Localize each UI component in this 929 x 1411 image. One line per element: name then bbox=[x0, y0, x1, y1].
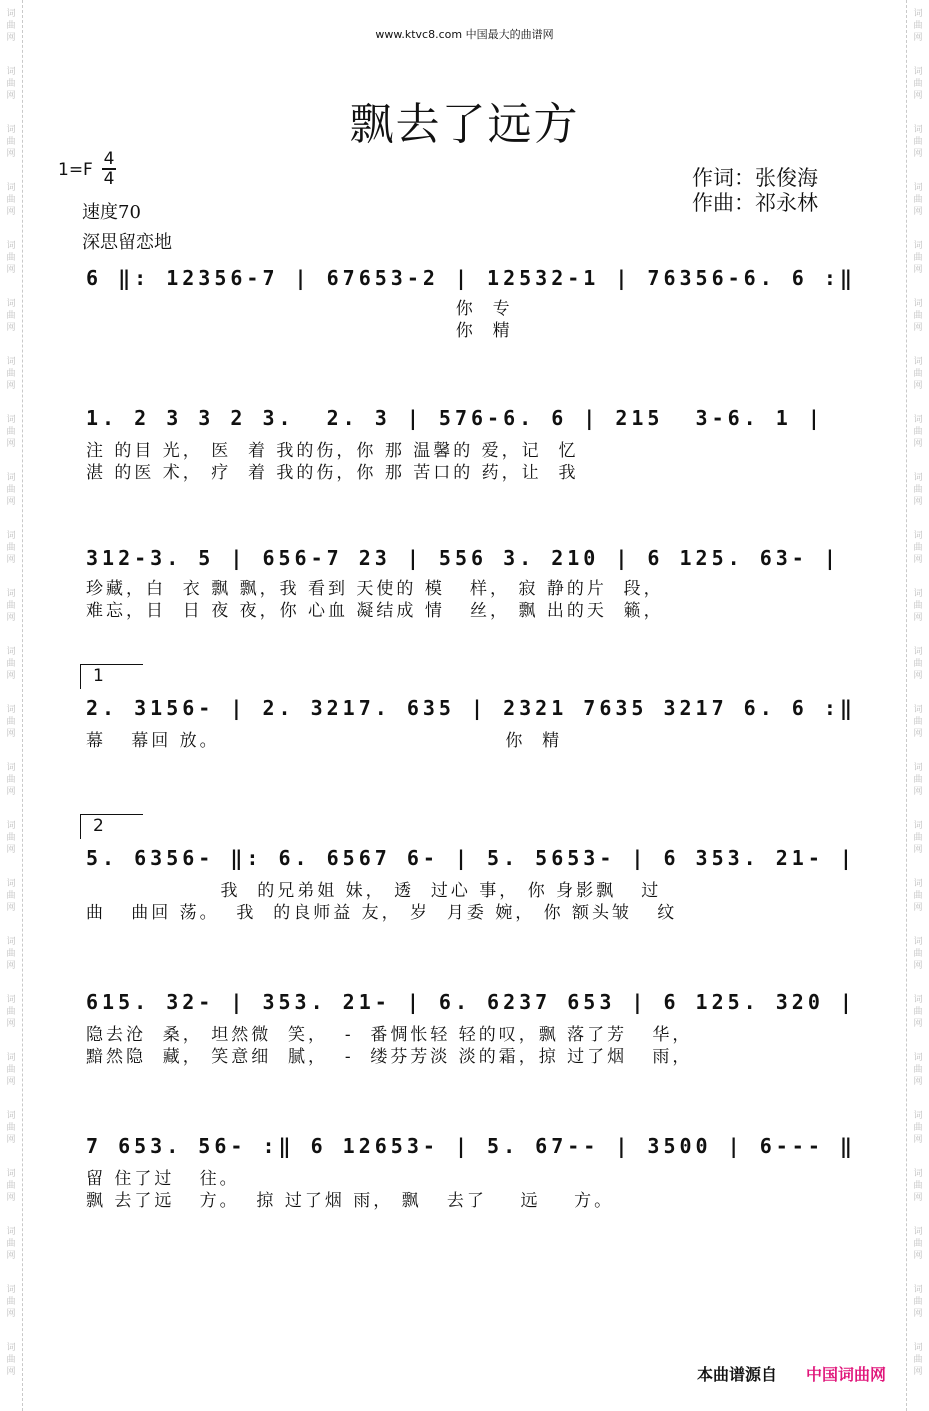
watermark-glyph: 词 bbox=[6, 589, 16, 599]
lyric-line-1: 珍藏，白 衣 飘 飘，我 看到 天使的 模 样， 寂 静的片 段， bbox=[86, 579, 664, 599]
watermark-glyph: 网 bbox=[6, 613, 16, 623]
ending-number: 1 bbox=[93, 666, 104, 686]
watermark-glyph: 网 bbox=[6, 381, 16, 391]
watermark-glyph: 词 bbox=[6, 473, 16, 483]
watermark-glyph: 网 bbox=[913, 555, 923, 565]
watermark-glyph: 网 bbox=[913, 381, 923, 391]
lyric-line-2: 曲 曲回 荡。 我 的良师益 友， 岁 月委 婉， 你 额头皱 纹 bbox=[86, 903, 678, 923]
watermark-glyph: 曲 bbox=[6, 253, 16, 263]
watermark-glyph: 词 bbox=[6, 705, 16, 715]
watermark-glyph: 网 bbox=[913, 207, 923, 217]
watermark-glyph: 网 bbox=[913, 1019, 923, 1029]
watermark-glyph: 曲 bbox=[6, 949, 16, 959]
watermark-glyph: 网 bbox=[913, 323, 923, 333]
watermark-glyph: 词 bbox=[6, 647, 16, 657]
watermark-glyph: 曲 bbox=[6, 717, 16, 727]
watermark-glyph: 网 bbox=[913, 1193, 923, 1203]
watermark-glyph: 词 bbox=[6, 1169, 16, 1179]
watermark-glyph: 网 bbox=[6, 1135, 16, 1145]
watermark-glyph: 网 bbox=[913, 91, 923, 101]
watermark-glyph: 词 bbox=[913, 357, 923, 367]
watermark-glyph: 曲 bbox=[913, 253, 923, 263]
watermark-glyph: 词 bbox=[6, 995, 16, 1005]
watermark-glyph: 词 bbox=[6, 183, 16, 193]
watermark-glyph: 词 bbox=[913, 299, 923, 309]
watermark-glyph: 词 bbox=[6, 415, 16, 425]
watermark-glyph: 曲 bbox=[6, 1239, 16, 1249]
watermark-glyph: 词 bbox=[913, 879, 923, 889]
watermark-glyph: 曲 bbox=[6, 659, 16, 669]
right-watermark-strip bbox=[906, 0, 929, 1411]
watermark-glyph: 网 bbox=[913, 149, 923, 159]
watermark-glyph: 曲 bbox=[6, 1297, 16, 1307]
watermark-glyph: 曲 bbox=[913, 833, 923, 843]
watermark-glyph: 曲 bbox=[913, 1181, 923, 1191]
watermark-glyph: 网 bbox=[913, 787, 923, 797]
watermark-glyph: 曲 bbox=[913, 311, 923, 321]
watermark-glyph: 网 bbox=[6, 961, 16, 971]
lyricist-credit: 作词：张俊海 bbox=[692, 166, 818, 190]
watermark-glyph: 词 bbox=[6, 299, 16, 309]
notation-text: 2. 3156- | 2. 3217. 635 | 2321 7635 3217 6. 6 :‖ bbox=[86, 696, 856, 720]
watermark-glyph: 网 bbox=[6, 1193, 16, 1203]
watermark-glyph: 网 bbox=[913, 1135, 923, 1145]
notation-text: 5. 6356- ‖: 6. 6567 6- | 5. 5653- | 6 353. 21- | bbox=[86, 846, 856, 870]
watermark-glyph: 曲 bbox=[913, 427, 923, 437]
footer-source-label: 本曲谱源自 bbox=[697, 1365, 778, 1384]
watermark-glyph: 曲 bbox=[913, 891, 923, 901]
notation-line bbox=[80, 842, 870, 876]
watermark-glyph: 曲 bbox=[6, 1123, 16, 1133]
watermark-glyph: 网 bbox=[6, 1367, 16, 1377]
watermark-glyph: 曲 bbox=[913, 1065, 923, 1075]
notation-text: 312-3. 5 | 656-7 23 | 556 3. 210 | 6 125. 63- | bbox=[86, 546, 840, 570]
watermark-glyph: 网 bbox=[913, 729, 923, 739]
watermark-glyph: 曲 bbox=[913, 1007, 923, 1017]
watermark-glyph: 网 bbox=[913, 961, 923, 971]
lyric-line-2: 难忘，日 日 夜 夜，你 心血 凝结成 情 丝， 飘 出的天 籁， bbox=[86, 601, 664, 621]
second-ending-bracket bbox=[80, 814, 143, 839]
watermark-glyph: 词 bbox=[913, 125, 923, 135]
watermark-glyph: 曲 bbox=[6, 79, 16, 89]
notation-line bbox=[80, 1130, 870, 1164]
watermark-glyph: 词 bbox=[6, 9, 16, 19]
watermark-glyph: 网 bbox=[913, 671, 923, 681]
watermark-glyph: 词 bbox=[6, 1343, 16, 1353]
watermark-glyph: 词 bbox=[6, 1227, 16, 1237]
watermark-glyph: 词 bbox=[913, 241, 923, 251]
watermark-glyph: 曲 bbox=[913, 1123, 923, 1133]
watermark-glyph: 词 bbox=[913, 531, 923, 541]
lyric-line-2: 飘 去了远 方。 掠 过了烟 雨， 飘 去了 远 方。 bbox=[86, 1191, 615, 1211]
time-denominator: 4 bbox=[103, 169, 115, 189]
notation-text: 6 ‖: 12356-7 | 67653-2 | 12532-1 | 76356-6. 6 :‖ bbox=[86, 266, 856, 290]
watermark-glyph: 词 bbox=[913, 1053, 923, 1063]
watermark-glyph: 曲 bbox=[913, 601, 923, 611]
watermark-glyph: 词 bbox=[913, 1111, 923, 1121]
time-numerator: 4 bbox=[103, 149, 115, 169]
watermark-glyph: 网 bbox=[6, 1077, 16, 1087]
watermark-glyph: 网 bbox=[6, 1309, 16, 1319]
watermark-glyph: 网 bbox=[913, 903, 923, 913]
watermark-glyph: 曲 bbox=[913, 1297, 923, 1307]
left-watermark-strip bbox=[0, 0, 23, 1411]
watermark-glyph: 曲 bbox=[913, 137, 923, 147]
watermark-glyph: 词 bbox=[913, 1343, 923, 1353]
time-signature bbox=[102, 150, 116, 188]
watermark-glyph: 曲 bbox=[913, 717, 923, 727]
watermark-glyph: 网 bbox=[913, 1077, 923, 1087]
first-ending-bracket bbox=[80, 664, 143, 689]
watermark-glyph: 词 bbox=[6, 67, 16, 77]
watermark-glyph: 曲 bbox=[6, 427, 16, 437]
watermark-glyph: 网 bbox=[6, 729, 16, 739]
watermark-glyph: 词 bbox=[6, 531, 16, 541]
song-title: 飘去了远方 bbox=[349, 99, 580, 150]
watermark-glyph: 网 bbox=[6, 1019, 16, 1029]
watermark-glyph: 曲 bbox=[913, 21, 923, 31]
watermark-glyph: 曲 bbox=[6, 1355, 16, 1365]
watermark-glyph: 网 bbox=[913, 1309, 923, 1319]
watermark-glyph: 词 bbox=[6, 937, 16, 947]
notation-line bbox=[80, 986, 870, 1020]
notation-line bbox=[80, 542, 870, 576]
watermark-glyph: 曲 bbox=[6, 1065, 16, 1075]
watermark-glyph: 词 bbox=[913, 763, 923, 773]
watermark-glyph: 网 bbox=[6, 439, 16, 449]
notation-text: 7 653. 56- :‖ 6 12653- | 5. 67-- | 3500 | 6--- ‖ bbox=[86, 1134, 856, 1158]
watermark-glyph: 词 bbox=[913, 821, 923, 831]
watermark-glyph: 词 bbox=[913, 937, 923, 947]
watermark-glyph: 词 bbox=[6, 1111, 16, 1121]
watermark-glyph: 词 bbox=[913, 1227, 923, 1237]
watermark-glyph: 网 bbox=[913, 1251, 923, 1261]
watermark-glyph: 网 bbox=[6, 555, 16, 565]
watermark-glyph: 曲 bbox=[6, 543, 16, 553]
composer-credit: 作曲：祁永林 bbox=[692, 191, 818, 215]
watermark-glyph: 网 bbox=[6, 845, 16, 855]
watermark-glyph: 词 bbox=[913, 415, 923, 425]
key-label: 1=F bbox=[58, 160, 93, 180]
watermark-glyph: 网 bbox=[6, 903, 16, 913]
watermark-glyph: 曲 bbox=[913, 543, 923, 553]
watermark-glyph: 网 bbox=[913, 265, 923, 275]
lyric-line-1: 留 住了过 往。 bbox=[86, 1169, 240, 1189]
lyric-line-1: 隐去沧 桑， 坦然微 笑， - 番惆怅轻 轻的叹，飘 落了芳 华， bbox=[86, 1025, 693, 1045]
watermark-glyph: 曲 bbox=[6, 369, 16, 379]
watermark-glyph: 曲 bbox=[6, 1181, 16, 1191]
notation-line bbox=[80, 692, 870, 726]
watermark-glyph: 曲 bbox=[6, 195, 16, 205]
watermark-glyph: 网 bbox=[6, 1251, 16, 1261]
watermark-glyph: 词 bbox=[6, 1053, 16, 1063]
watermark-glyph: 词 bbox=[913, 67, 923, 77]
watermark-glyph: 曲 bbox=[913, 949, 923, 959]
watermark-glyph: 曲 bbox=[913, 369, 923, 379]
watermark-glyph: 词 bbox=[6, 125, 16, 135]
watermark-glyph: 词 bbox=[6, 763, 16, 773]
watermark-glyph: 网 bbox=[6, 323, 16, 333]
watermark-glyph: 曲 bbox=[913, 79, 923, 89]
watermark-glyph: 网 bbox=[6, 91, 16, 101]
watermark-glyph: 曲 bbox=[6, 833, 16, 843]
lyric-line-1: 注 的目 光， 医 着 我的伤，你 那 温馨的 爱，记 忆 bbox=[86, 441, 579, 461]
notation-text: 615. 32- | 353. 21- | 6. 6237 653 | 6 125. 320 | bbox=[86, 990, 856, 1014]
watermark-glyph: 词 bbox=[913, 705, 923, 715]
ending-number: 2 bbox=[93, 816, 104, 836]
watermark-glyph: 网 bbox=[6, 149, 16, 159]
footer-brand-link[interactable]: 中国词曲网 bbox=[806, 1365, 887, 1384]
watermark-glyph: 网 bbox=[913, 33, 923, 43]
watermark-glyph: 网 bbox=[6, 497, 16, 507]
lyric-line-2: 黯然隐 藏， 笑意细 腻， - 缕芬芳淡 淡的霜，掠 过了烟 雨， bbox=[86, 1047, 693, 1067]
watermark-glyph: 曲 bbox=[6, 137, 16, 147]
lyric-line-1: 我 的兄弟姐 妹， 透 过心 事， 你 身影飘 过 bbox=[86, 881, 662, 901]
watermark-glyph: 词 bbox=[913, 647, 923, 657]
watermark-glyph: 词 bbox=[6, 357, 16, 367]
watermark-glyph: 曲 bbox=[913, 485, 923, 495]
watermark-glyph: 词 bbox=[913, 473, 923, 483]
watermark-glyph: 词 bbox=[6, 1285, 16, 1295]
watermark-glyph: 词 bbox=[913, 1285, 923, 1295]
watermark-glyph: 曲 bbox=[6, 485, 16, 495]
expression-marking: 深思留恋地 bbox=[82, 232, 172, 253]
watermark-glyph: 曲 bbox=[6, 21, 16, 31]
watermark-glyph: 曲 bbox=[913, 1355, 923, 1365]
tempo-marking: 速度70 bbox=[82, 202, 141, 223]
watermark-glyph: 曲 bbox=[6, 891, 16, 901]
lyric-line-1: 幕 幕回 放。 你 精 bbox=[86, 731, 563, 751]
watermark-glyph: 词 bbox=[6, 821, 16, 831]
watermark-glyph: 曲 bbox=[913, 195, 923, 205]
watermark-glyph: 词 bbox=[913, 183, 923, 193]
lyric-line-1: 你 专 bbox=[86, 299, 513, 319]
watermark-glyph: 词 bbox=[6, 879, 16, 889]
notation-line bbox=[80, 402, 870, 436]
watermark-glyph: 曲 bbox=[913, 1239, 923, 1249]
watermark-glyph: 词 bbox=[913, 1169, 923, 1179]
watermark-glyph: 词 bbox=[913, 9, 923, 19]
header-url: www.ktvc8.com 中国最大的曲谱网 bbox=[375, 28, 554, 41]
watermark-glyph: 曲 bbox=[6, 311, 16, 321]
watermark-glyph: 网 bbox=[6, 207, 16, 217]
watermark-glyph: 曲 bbox=[6, 775, 16, 785]
watermark-glyph: 网 bbox=[6, 33, 16, 43]
notation-text: 1. 2 3 3 2 3. 2. 3 | 576-6. 6 | 215 3-6. 1 | bbox=[86, 406, 824, 430]
watermark-glyph: 曲 bbox=[6, 601, 16, 611]
lyric-line-2: 你 精 bbox=[86, 321, 513, 341]
watermark-glyph: 网 bbox=[913, 845, 923, 855]
watermark-glyph: 网 bbox=[6, 787, 16, 797]
watermark-glyph: 词 bbox=[913, 589, 923, 599]
notation-line bbox=[80, 262, 870, 296]
watermark-glyph: 网 bbox=[913, 497, 923, 507]
watermark-glyph: 网 bbox=[913, 1367, 923, 1377]
lyric-line-2: 湛 的医 术， 疗 着 我的伤，你 那 苦口的 药，让 我 bbox=[86, 463, 579, 483]
watermark-glyph: 曲 bbox=[913, 775, 923, 785]
watermark-glyph: 曲 bbox=[6, 1007, 16, 1017]
watermark-glyph: 词 bbox=[913, 995, 923, 1005]
credits bbox=[692, 166, 818, 216]
watermark-glyph: 网 bbox=[913, 613, 923, 623]
watermark-glyph: 网 bbox=[6, 265, 16, 275]
watermark-glyph: 网 bbox=[6, 671, 16, 681]
watermark-glyph: 曲 bbox=[913, 659, 923, 669]
watermark-glyph: 网 bbox=[913, 439, 923, 449]
watermark-glyph: 词 bbox=[6, 241, 16, 251]
